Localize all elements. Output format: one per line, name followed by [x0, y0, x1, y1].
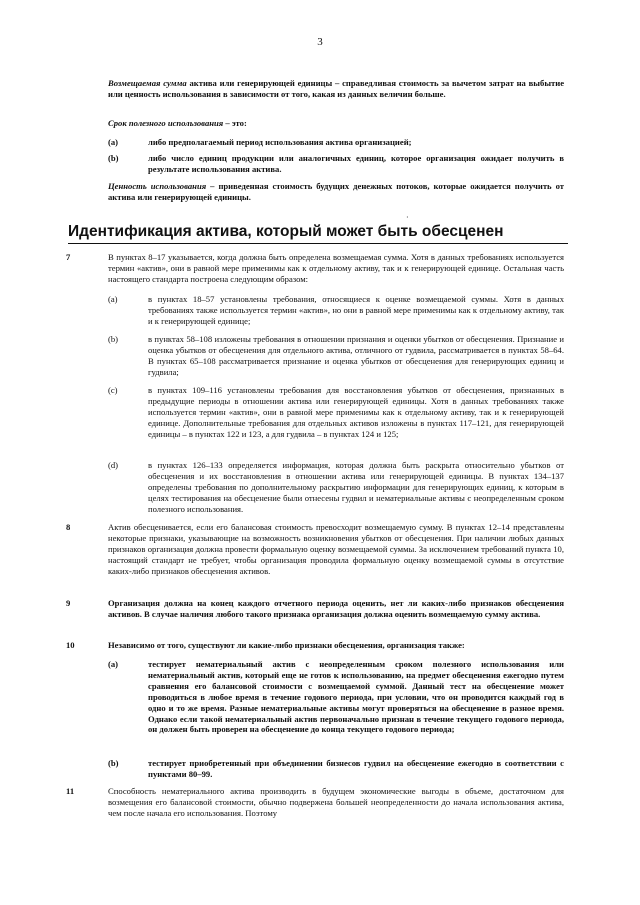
- list-label: (a): [108, 137, 119, 147]
- list-label: (a): [108, 294, 118, 304]
- list-label: (d): [108, 460, 119, 470]
- list-label: (a): [108, 659, 119, 669]
- definition-useful-life: [108, 118, 564, 129]
- paragraph-number: 7: [66, 252, 71, 262]
- stray-mark: ·: [406, 213, 409, 222]
- list-item: либо предполагаемый период использования актива организацией;: [148, 137, 412, 147]
- paragraph-9: Организация должна на конец каждого отчетного периода оценить, нет ли каких-либо признаков обесценения активов. В случае наличия любого такого признака организация должна оценить возмещаемую сумму актива.: [108, 598, 564, 619]
- list-item: либо число единиц продукции или аналогичных единиц, которое организация ожидает получить в результате использования актива.: [148, 153, 564, 174]
- section-heading: Идентификация актива, который может быть обесценен: [68, 222, 568, 244]
- paragraph-7-intro: В пунктах 8–17 указывается, когда должна быть определена возмещаемая сумма. Хотя в данных требованиях используется термин «актив», они в равной мере применимы как к отдельному активу, так и к генерирующей единице. Остальная часть настоящего стандарта построена следующим образом:: [108, 252, 564, 284]
- list-label: (c): [108, 385, 118, 395]
- paragraph-number: 11: [66, 786, 75, 796]
- list-item: в пунктах 109–116 установлены требования для восстановления убытков от обесценения, признанных в предыдущие периоды в отношении актива или генерирующей единицы. Хотя в данных требованиях также используется термин «актив», они в равной мере применимы как к отдельному активу, так и к генерирующей единице. Дополнительные требования для отдельных активов изложены в пунктах 117–121, для генерирующей единицы – в пунктах 122 и 123, а для гудвила – в пунктах 124 и 125;: [148, 385, 564, 439]
- term-value-in-use: Ценность использования: [108, 181, 207, 191]
- list-item: в пунктах 18–57 установлены требования, относящиеся к оценке возмещаемой суммы. Хотя в данных требованиях также используется термин «актив», но они в равной мере применимы как к отдельному активу, так и к генерирующей единице;: [148, 294, 564, 326]
- definition-text: – это:: [223, 118, 247, 128]
- paragraph-8: Актив обесценивается, если его балансовая стоимость превосходит возмещаемую сумму. В пунктах 12–14 представлены некоторые признаки, указывающие на возможность возникновения убытков от обесценения. При наличии любых данных признаков организация должна провести формальную оценку возмещаемой суммы. За исключением требований пункта 10, настоящий стандарт не требует, чтобы организация проводила формальную оценку возмещаемой суммы в отсутствие каких-либо признаков обесценения активов.: [108, 522, 564, 576]
- paragraph-number: 9: [66, 598, 71, 608]
- list-label: (b): [108, 153, 119, 163]
- paragraph-number: 10: [66, 640, 75, 650]
- definition-recoverable-amount: [108, 78, 564, 100]
- page-number: 3: [317, 36, 323, 48]
- definition-value-in-use: [108, 181, 564, 203]
- definition-text: – приведенная стоимость будущих денежных потоков, которые ожидается получить от актива или генерирующей единицы.: [108, 181, 564, 202]
- list-item: в пунктах 58–108 изложены требования в отношении признания и оценки убытков от обесценения. Признание и оценка убытков от обесценения для отдельного актива, отличного от гудвила, рассматривается в пунктах 58–64. В пунктах 65–108 рассматривается признание и оценка убытков от обесценения для генерирующих единиц и гудвила;: [148, 334, 564, 377]
- paragraph-number: 8: [66, 522, 71, 532]
- term-useful-life: Срок полезного использования: [108, 118, 224, 128]
- definition-text: актива или генерирующей единицы – справедливая стоимость за вычетом затрат на выбытие или ценность использования в зависимости от того, какая из данных величин больше.: [108, 78, 565, 99]
- paragraph-10-intro: Независимо от того, существуют ли какие-либо признаки обесценения, организация также:: [108, 640, 465, 650]
- list-item: тестирует приобретенный при объединении бизнесов гудвил на обесценение ежегодно в соответствии с пунктами 80–99.: [148, 758, 564, 779]
- list-item: тестирует нематериальный актив с неопределенным сроком полезного использования или нематериальный актив, который еще не готов к использованию, на предмет обесценения ежегодно путем сравнения его балансовой стоимости с возмещаемой суммой. Данный тест на обесценение может проводиться в любое время в течение годового периода, при условии, что он проводится каждый год в одно и то же время. Разные нематериальные активы могут проверяться на обесценение в разное время. Однако если такой нематериальный актив первоначально признан в течение текущего годового периода, он должен быть проверен на обесценение до конца текущего годового периода;: [148, 659, 564, 735]
- list-label: (b): [108, 334, 119, 344]
- paragraph-11: Способность нематериального актива производить в будущем экономические выгоды в объеме, достаточном для возмещения его балансовой стоимости, обычно подвержена большей неопределенности до начала использования актива, чем после начала его использования. Поэтому: [108, 786, 564, 818]
- term-recoverable-amount: Возмещаемая сумма: [108, 78, 187, 88]
- list-item: в пунктах 126–133 определяется информация, которая должна быть раскрыта относительно убытков от обесценения и их восстановления в отношении актива или генерирующей единицы. В пунктах 134–137 определены требования по дополнительному раскрытию информации для генерирующих единиц, к которым в целях тестирования на обесценение были отнесены гудвил и нематериальные активы с неопределенным сроком полезного использования.: [148, 460, 564, 514]
- list-label: (b): [108, 758, 119, 768]
